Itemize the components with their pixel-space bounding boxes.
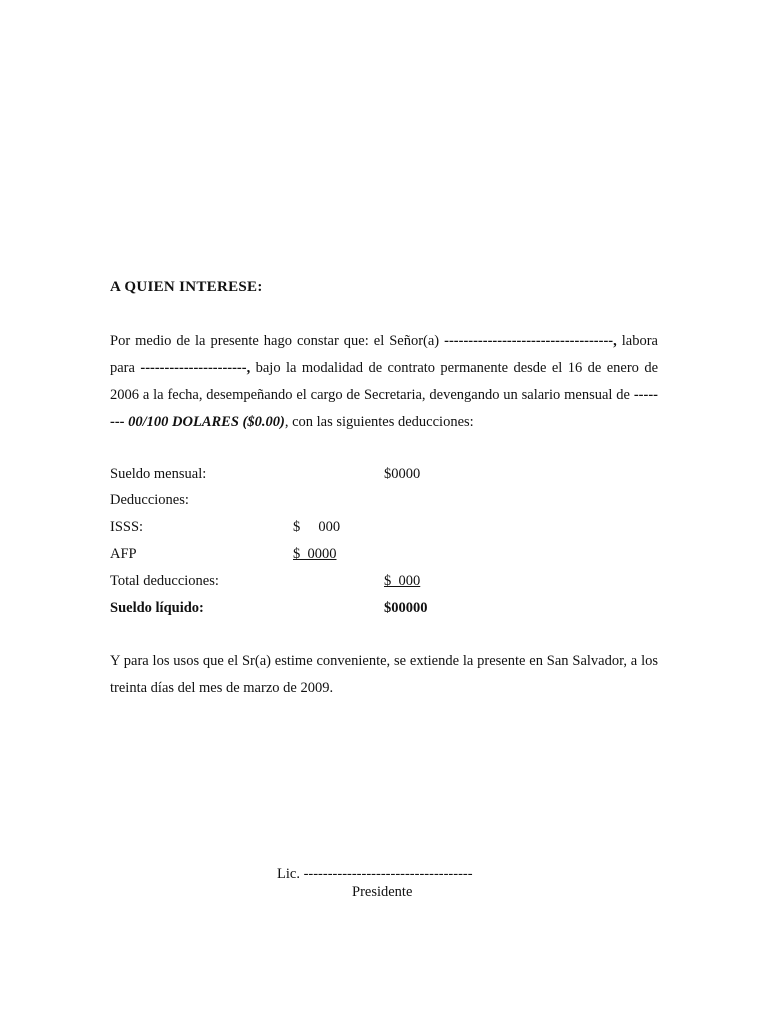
company-name-blank: ----------------------,	[140, 360, 251, 376]
signature-title: Presidente	[352, 884, 413, 900]
greeting-heading: A QUIEN INTERESE:	[110, 279, 263, 295]
total-deducciones-value: $ 000	[384, 573, 421, 589]
total-deducciones-label: Total deducciones:	[110, 573, 219, 589]
paragraph-1-text-c: bajo la modalidad de contrato permanente desde el 16 de enero de 2006 a la fecha, desempeñando el cargo de Secretaria, devengando un salario mensual de	[110, 360, 659, 403]
employee-name-blank: -----------------------------------,	[444, 333, 617, 349]
body-paragraph-2: Y para los usos que el Sr(a) estime conveniente, se extiende la presente en San Salvador, a los treinta días del mes de marzo de 2009.	[110, 653, 658, 696]
sueldo-liquido-label: Sueldo líquido:	[110, 600, 204, 616]
isss-label: ISSS:	[110, 519, 144, 535]
signature-line: Lic. -----------------------------------	[277, 866, 473, 882]
paragraph-1-text-b: labora para	[110, 333, 658, 376]
salary-amount-text: 00/100 DOLARES ($0.00)	[124, 414, 285, 430]
sueldo-liquido-value: $00000	[384, 600, 428, 616]
afp-value: $ 0000	[293, 546, 337, 562]
paragraph-1-text-d: , con las siguientes deducciones:	[284, 414, 474, 430]
paragraph-1-text-a: Por medio de la presente hago constar que: el Señor(a)	[110, 333, 445, 349]
sueldo-mensual-value: $0000	[384, 466, 421, 482]
afp-label: AFP	[110, 546, 137, 562]
isss-value: $ 000	[293, 519, 341, 535]
sueldo-mensual-label: Sueldo mensual:	[110, 466, 207, 482]
deducciones-label: Deducciones:	[110, 492, 189, 508]
body-paragraph-1	[110, 328, 658, 436]
salary-amount-dashes: --------	[110, 387, 658, 430]
